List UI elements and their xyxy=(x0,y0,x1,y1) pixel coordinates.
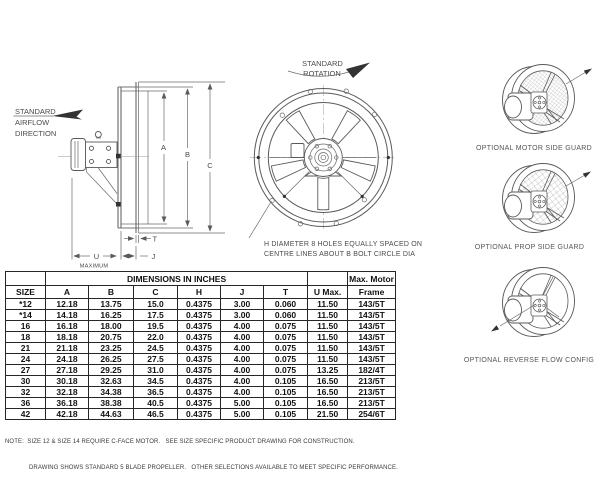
table-cell: 42.18 xyxy=(46,409,89,420)
table-cell: 36.18 xyxy=(46,398,89,409)
table-cell: 0.105 xyxy=(264,387,308,398)
table-cell: 21.50 xyxy=(308,409,348,420)
table-row xyxy=(6,332,396,343)
table-cell: 4.00 xyxy=(221,332,264,343)
airflow-label-line1: STANDARD xyxy=(15,107,56,116)
table-cell: 11.50 xyxy=(308,310,348,321)
table-cell: 16 xyxy=(6,321,46,332)
table-cell: 3.00 xyxy=(221,299,264,310)
table-cell: 21.18 xyxy=(46,343,89,354)
table-cell: 30 xyxy=(6,376,46,387)
table-row xyxy=(6,321,396,332)
table-cell: 11.50 xyxy=(308,299,348,310)
table-cell: 44.63 xyxy=(89,409,134,420)
rotation-label-line2: ROTATION xyxy=(303,69,341,78)
column-header-h: H xyxy=(178,286,221,299)
table-cell: 40.5 xyxy=(134,398,178,409)
table-cell: 21 xyxy=(6,343,46,354)
table-cell: 143/5T xyxy=(348,310,396,321)
table-cell: 27 xyxy=(6,365,46,376)
footnote-line1: NOTE: SIZE 12 & SIZE 14 REQUIRE C-FACE MOTOR. SEE SIZE SPECIFIC PRODUCT DRAWING FOR CONSTRUCTION. xyxy=(5,439,355,446)
table-cell: 11.50 xyxy=(308,321,348,332)
table-cell: 0.4375 xyxy=(178,376,221,387)
reverse-flow-arrow-icon xyxy=(491,325,499,331)
table-cell: 46.5 xyxy=(134,409,178,420)
table-cell: 11.50 xyxy=(308,332,348,343)
table-cell: 0.060 xyxy=(264,310,308,321)
table-row xyxy=(6,354,396,365)
table-cell: 143/5T xyxy=(348,354,396,365)
table-cell: 0.075 xyxy=(264,365,308,376)
table-cell: 36 xyxy=(6,398,46,409)
table-cell: 12.18 xyxy=(46,299,89,310)
table-cell: 27.18 xyxy=(46,365,89,376)
table-cell: 4.00 xyxy=(221,343,264,354)
dim-label-j: J xyxy=(151,251,156,261)
column-header-j: J xyxy=(221,286,264,299)
table-row xyxy=(6,409,396,420)
table-cell: 4.00 xyxy=(221,365,264,376)
column-header-a: A xyxy=(46,286,89,299)
table-cell: 14.18 xyxy=(46,310,89,321)
table-cell: 26.25 xyxy=(89,354,134,365)
optional-reverse-flow-config xyxy=(464,268,594,365)
table-cell: 0.4375 xyxy=(178,365,221,376)
corner-cell xyxy=(6,272,46,286)
table-cell: 0.105 xyxy=(264,409,308,420)
table-cell: 11.50 xyxy=(308,354,348,365)
column-header-size: SIZE xyxy=(6,286,46,299)
rotation-label-line1: STANDARD xyxy=(302,59,343,68)
table-cell: 34.5 xyxy=(134,376,178,387)
option-caption-reverse-flow: OPTIONAL REVERSE FLOW CONFIG xyxy=(463,357,595,364)
side-view-drawing xyxy=(14,82,226,270)
table-cell: 18 xyxy=(6,332,46,343)
table-cell: 0.075 xyxy=(264,343,308,354)
table-title: DIMENSIONS IN INCHES xyxy=(46,272,308,286)
max-motor-header-bottom: Frame xyxy=(348,286,396,299)
footnotes xyxy=(5,421,398,490)
table-cell: 0.075 xyxy=(264,332,308,343)
table-cell: 32.63 xyxy=(89,376,134,387)
front-view-drawing xyxy=(249,59,422,258)
column-header-b: B xyxy=(89,286,134,299)
table-cell: 24 xyxy=(6,354,46,365)
table-cell: 0.4375 xyxy=(178,343,221,354)
option-caption-motor-side-guard: OPTIONAL MOTOR SIDE GUARD xyxy=(475,145,593,152)
table-cell: 13.75 xyxy=(89,299,134,310)
dim-label-a: A xyxy=(160,143,167,152)
table-row xyxy=(6,343,396,354)
table-cell: 0.4375 xyxy=(178,387,221,398)
table-cell: 0.4375 xyxy=(178,332,221,343)
table-row xyxy=(6,376,396,387)
table-cell: 34.38 xyxy=(89,387,134,398)
maximum-label: MAXIMUM xyxy=(79,263,109,270)
table-cell: 13.25 xyxy=(308,365,348,376)
table-cell: 4.00 xyxy=(221,387,264,398)
table-cell: 0.105 xyxy=(264,398,308,409)
optional-prop-side-guard xyxy=(475,164,591,252)
dim-label-c: C xyxy=(207,161,213,170)
table-cell: 18.00 xyxy=(89,321,134,332)
table-cell: 27.5 xyxy=(134,354,178,365)
table-cell: 18.18 xyxy=(46,332,89,343)
table-cell: 0.4375 xyxy=(178,299,221,310)
table-cell: 0.105 xyxy=(264,376,308,387)
footnote-line2: DRAWING SHOWS STANDARD 5 BLADE PROPELLER. OTHER SELECTIONS AVAILABLE TO MEET SPECIFIC PERFORMANCE. xyxy=(29,464,398,471)
table-cell: 16.18 xyxy=(46,321,89,332)
table-cell: 0.075 xyxy=(264,354,308,365)
table-row xyxy=(6,365,396,376)
airflow-label-line2: AIRFLOW xyxy=(15,118,50,127)
table-cell: 30.18 xyxy=(46,376,89,387)
table-cell: 0.4375 xyxy=(178,409,221,420)
table-header-row xyxy=(6,286,396,299)
table-cell: 38.38 xyxy=(89,398,134,409)
table-cell: 16.50 xyxy=(308,387,348,398)
hole-note-line2: CENTRE LINES ABOUT B BOLT CIRCLE DIA xyxy=(264,251,416,258)
table-row xyxy=(6,398,396,409)
table-cell: 213/5T xyxy=(348,398,396,409)
column-header-c: C xyxy=(134,286,178,299)
table-cell: 5.00 xyxy=(221,398,264,409)
table-cell: 182/4T xyxy=(348,365,396,376)
dim-label-b: B xyxy=(184,150,191,159)
airflow-direction-arrow-icon xyxy=(584,69,592,75)
option-caption-prop-side-guard: OPTIONAL PROP SIDE GUARD xyxy=(474,244,585,251)
table-cell: 3.00 xyxy=(221,310,264,321)
table-cell: 42 xyxy=(6,409,46,420)
table-cell: 254/6T xyxy=(348,409,396,420)
table-cell: 143/5T xyxy=(348,299,396,310)
table-cell: 0.060 xyxy=(264,299,308,310)
table-cell: 4.00 xyxy=(221,376,264,387)
table-cell: *14 xyxy=(6,310,46,321)
max-motor-header-top: Max. Motor xyxy=(349,273,394,284)
table-cell: 29.25 xyxy=(89,365,134,376)
table-cell: 22.0 xyxy=(134,332,178,343)
table-cell: 36.5 xyxy=(134,387,178,398)
dim-label-t: T xyxy=(152,234,158,244)
table-cell: 143/5T xyxy=(348,321,396,332)
table-cell: 31.0 xyxy=(134,365,178,376)
column-header-t: T xyxy=(264,286,308,299)
table-title-row xyxy=(6,272,396,286)
column-header-u-max: U Max. xyxy=(308,286,348,299)
dim-label-u: U xyxy=(93,251,100,261)
table-cell: 213/5T xyxy=(348,376,396,387)
table-cell: 20.75 xyxy=(89,332,134,343)
table-cell: 19.5 xyxy=(134,321,178,332)
table-row xyxy=(6,299,396,310)
table-cell: *12 xyxy=(6,299,46,310)
airflow-arrow-icon xyxy=(52,110,83,120)
table-cell: 16.50 xyxy=(308,376,348,387)
dimensions-table xyxy=(5,271,396,420)
optional-motor-side-guard xyxy=(476,65,592,153)
table-cell: 32.18 xyxy=(46,387,89,398)
hub xyxy=(304,139,342,177)
dim-table-body xyxy=(6,299,396,420)
table-cell: 24.18 xyxy=(46,354,89,365)
table-cell: 11.50 xyxy=(308,343,348,354)
table-cell: 16.25 xyxy=(89,310,134,321)
hole-note-line1: H DIAMETER 8 HOLES EQUALLY SPACED ON xyxy=(264,241,423,248)
table-cell: 0.4375 xyxy=(178,398,221,409)
table-row xyxy=(6,387,396,398)
airflow-label-line3: DIRECTION xyxy=(15,129,57,138)
table-cell: 143/5T xyxy=(348,332,396,343)
table-cell: 4.00 xyxy=(221,321,264,332)
table-row xyxy=(6,310,396,321)
table-cell: 0.4375 xyxy=(178,310,221,321)
table-cell: 4.00 xyxy=(221,354,264,365)
airflow-direction-arrow-icon xyxy=(583,172,591,178)
table-cell: 23.25 xyxy=(89,343,134,354)
table-cell: 143/5T xyxy=(348,343,396,354)
table-cell: 213/5T xyxy=(348,387,396,398)
table-cell: 32 xyxy=(6,387,46,398)
table-cell: 0.075 xyxy=(264,321,308,332)
table-cell: 5.00 xyxy=(221,409,264,420)
table-cell: 0.4375 xyxy=(178,354,221,365)
corner-cell xyxy=(308,272,348,286)
table-cell: 17.5 xyxy=(134,310,178,321)
table-cell: 16.50 xyxy=(308,398,348,409)
table-cell: 24.5 xyxy=(134,343,178,354)
table-cell: 15.0 xyxy=(134,299,178,310)
table-cell: 0.4375 xyxy=(178,321,221,332)
rotation-arrow-icon xyxy=(346,63,370,79)
